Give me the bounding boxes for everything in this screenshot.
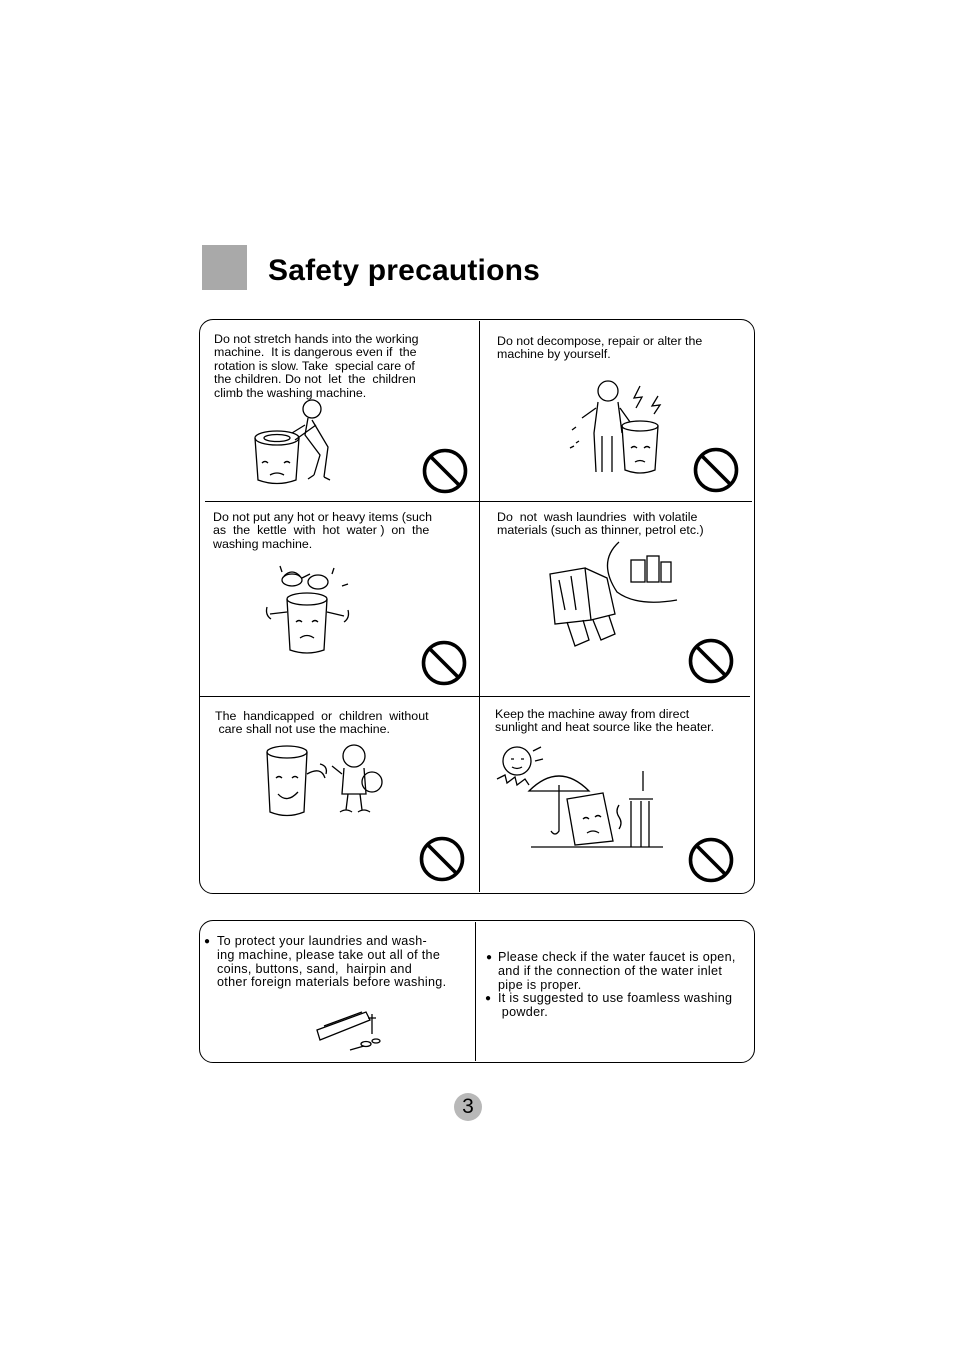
panel-divider-vertical <box>479 321 480 892</box>
precaution-text: Do not stretch hands into the working <box>214 332 419 346</box>
panel-divider-row-2 <box>200 696 750 697</box>
bullet-icon: ● <box>204 936 211 947</box>
precaution-text: Keep the machine away from direct <box>495 707 690 721</box>
prohibited-icon <box>419 836 465 882</box>
note-text: and if the connection of the water inlet <box>498 963 723 978</box>
precaution-text: Do not put any hot or heavy items (such <box>213 510 433 524</box>
notes-divider-vertical <box>475 922 476 1061</box>
precaution-text: Do not decompose, repair or alter the <box>497 334 703 348</box>
note-text: ing machine, please take out all of the <box>217 947 441 962</box>
precaution-text: Do not wash laundries with volatile <box>497 510 698 524</box>
sun-umbrella-heater-illustration <box>495 743 665 849</box>
page-title: Safety precautions <box>268 254 541 287</box>
prohibited-icon <box>688 638 734 684</box>
man-repairing-machine-illustration <box>568 378 673 478</box>
child-and-machine-illustration <box>262 744 387 820</box>
note-text: powder. <box>498 1004 549 1019</box>
note-text: coins, buttons, sand, hairpin and <box>217 961 413 976</box>
page-number-badge: 3 <box>454 1093 482 1121</box>
kettle-on-machine-illustration <box>262 562 357 657</box>
precaution-text: washing machine. <box>213 536 313 551</box>
note-text: pipe is proper. <box>498 977 582 992</box>
precaution-cell-2 <box>497 335 702 362</box>
precaution-cell-3 <box>213 511 432 551</box>
precaution-text: care shall not use the machine. <box>215 722 390 737</box>
bullet-icon: ● <box>486 952 493 963</box>
precaution-text: The handicapped or children without <box>215 709 429 723</box>
note-text: Please check if the water faucet is open, <box>498 950 736 964</box>
bullet-icon: ● <box>485 993 492 1004</box>
note-right-2 <box>485 992 732 1020</box>
section-marker-square <box>202 245 247 290</box>
note-text: other foreign materials before washing. <box>217 975 447 990</box>
precaution-text: as the kettle with hot water ) on the <box>213 523 430 538</box>
precaution-cell-4 <box>497 511 704 538</box>
precaution-text: rotation is slow. Take special care of <box>214 358 415 373</box>
clothes-and-solvent-cans-illustration <box>545 540 680 650</box>
panel-divider-row-1 <box>205 501 752 502</box>
precaution-cell-6 <box>495 708 714 735</box>
prohibited-icon <box>688 837 734 883</box>
precaution-text: the children. Do not let the children <box>214 372 416 387</box>
note-text: It is suggested to use foamless washing <box>498 991 733 1005</box>
precaution-cell-5 <box>215 710 429 737</box>
note-text: To protect your laundries and wash- <box>217 934 428 948</box>
prohibited-icon <box>421 640 467 686</box>
precaution-text: machine. It is dangerous even if the <box>214 345 417 360</box>
child-climbing-machine-illustration <box>250 395 340 490</box>
foreign-objects-illustration <box>314 1008 384 1054</box>
precaution-text: climb the washing machine. <box>214 385 367 400</box>
note-left-1 <box>204 935 446 990</box>
precaution-text: machine by yourself. <box>497 347 611 362</box>
precaution-text: sunlight and heat source like the heater. <box>495 720 715 735</box>
prohibited-icon <box>422 448 468 494</box>
prohibited-icon <box>693 447 739 493</box>
precaution-text: materials (such as thinner, petrol etc.) <box>497 523 704 538</box>
note-right-1 <box>486 951 736 992</box>
precaution-cell-1 <box>214 333 419 400</box>
